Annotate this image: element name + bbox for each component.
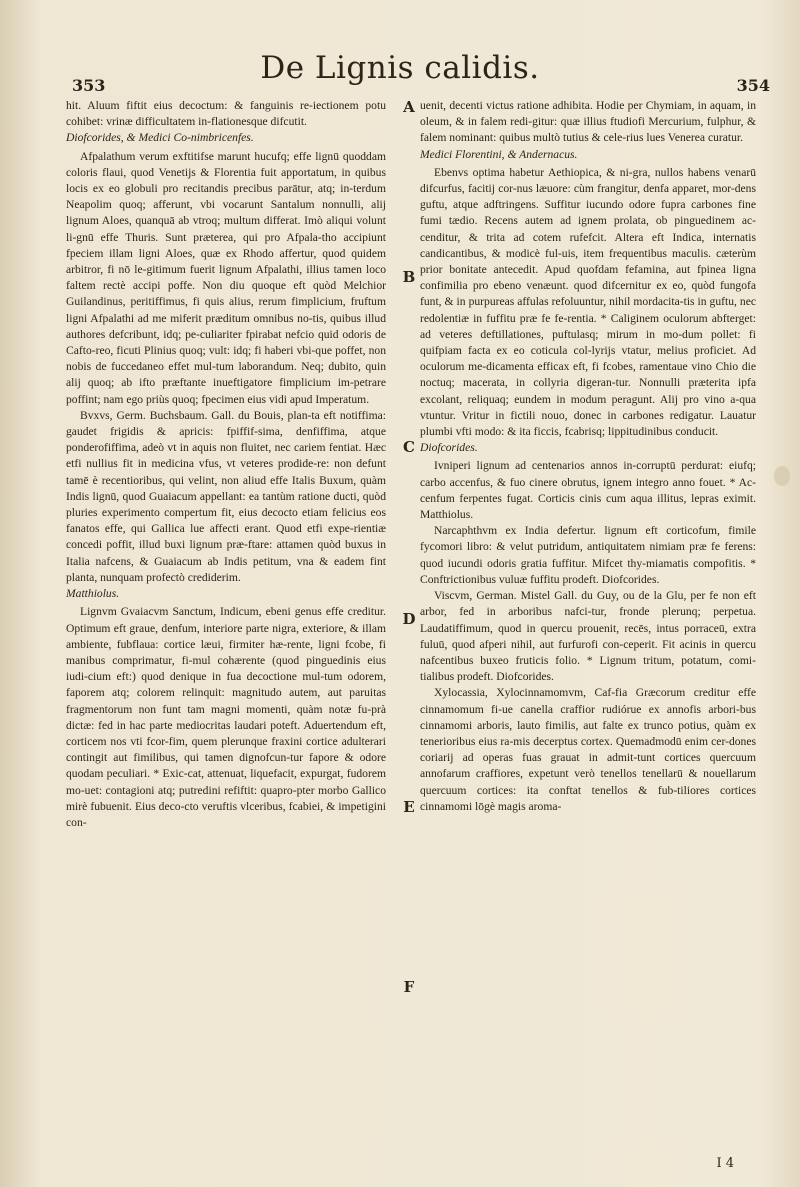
paragraph: Bvxvs, Germ. Buchsbaum. Gall. du Bouis, plan-ta eft notiffima: gaudet frigidis & apricis: fpiffif-sima, denfiffima, atque ponderofiffima, adeò vt in aquis non fluitet, nec cariem fentiat. Hæc etfi nullius fit in medicina vfus, vt veteres prodide-re: non defunt tamē è recentioribus, qui velint, non aliud effe Italis Buxum, quàm Indis lignū, quod Guaiacum appellant: ea tantùm ratione ducti, quòd pluries experimento compertum fit, eius decocto etiam felicius eos fanatos effe, qui Gallica lue affecti erant. Quod etfi expe-rientiæ concedi poffit, illud buxi lignum præ-ftare: attamen quòd buxus in Italia nafcens, & Guaiacum ab Indis petitum, vna & eadem fint planta, nunquam profectò crediderim. xyxy=(66,408,386,584)
page-number-right: 354 xyxy=(736,76,770,95)
section-letter: A xyxy=(403,98,415,116)
page-header xyxy=(0,50,800,94)
margin-letters xyxy=(400,98,418,1158)
citation: Diofcorides, & Medici Co-nimbricenfes. xyxy=(66,131,254,145)
paper-stain xyxy=(774,466,790,486)
paragraph: Lignvm Gvaiacvm Sanctum, Indicum, ebeni genus effe creditur. Optimum eft graue, denfum, interiore parte nigra, exteriore, & illam ambiente, fubflaua: cortice læui, firmiter hæ-rente, ligni fcobe, fi manibus comprimatur, fi-mul cohærente (quod pinguedinis eius iudi-cium eft:) quod denique in fua decoctione mul-tum odorem, faporem atq; colorem relinquit: magnitudo autem, aut paruitas fragmentorum non funt tam magni momenti, quàm notæ fu-prà dictæ: fed in hac parte mediocritas laudari poteft. Aduertendum eft, corticem nos vti fcor-fim, quem plerunque fraxini cortice adulterari contingit aut fimilibus, qui tamen dignofcun-tur fapore & odore quodam peculiari. * Exic-cat, attenuat, liquefacit, expurgat, fudorem mo-uet: contagioni atq; putredini refiftit: quapro-pter morbo Gallico mirè fubuenit. Eius deco-cto veruftis vlceribus, fcabiei, & impetigini con- xyxy=(66,605,386,829)
left-column xyxy=(66,98,386,1158)
paragraph: hit. Aluum fiftit eius decoctum: & fanguinis re-iectionem potu cohibet: vrinæ difficultatem in-flationesque difcutit. xyxy=(66,99,386,129)
section-letter: C xyxy=(403,438,415,456)
page-number-left: 353 xyxy=(72,76,106,95)
running-title: De Lignis calidis. xyxy=(260,50,540,86)
signature-mark: I 4 xyxy=(716,1156,734,1171)
paragraph: Ivniperi lignum ad centenarios annos in-corruptū perdurat: eiufq; carbo accenfus, & fuo cinere obrutus, ignem integro anno fouet. * Ac-cenfum ferpentes fugat. Corticis cinis cum aqua illitus, lepras eximit. Matthiolus. xyxy=(420,459,756,522)
citation: Matthiolus. xyxy=(66,587,120,601)
paragraph: Afpalathum verum exftitifse marunt hucufq; effe lignū quoddam coloris flaui, quod Venetijs & Florentia fuit apportatum, in quibus locis ex eo globuli pro recitandis precibus parātur, atq; in-terdum Neapolim quoq; afferunt, vbi vocarunt Santalum nonnulli, alij lignum Aloes, quanquā ab vtroq; multum differat. Imò aliqui volunt li-gnū effe Thuris. Sunt præterea, qui pro Afpala-tho accipiunt fpeciem illam ligni Aloes, quæ ex Rhodo affertur, quod quidem arbitror, fi nō le-gitimum fuerit lignum Afpalathi, illius tamen loco faltem rectè accipi poffe. Non diu quoque eft quòd Melchior Guilandinus, peritiffimus, fi quis alius, rerum fimplicium, fruftum ligni Afpalathi ad me miferit præditum omnibus no-tis, quibus illud authores defcribunt, idq; pe-culiariter fpirabat nefcio quid odoris de Cafto-reo, ficuti Plinius quoq; vult: idq; fi haberi vbi-que poffet, non nobis de fuccedaneo effet mul-tum laborandum. Neq; dubito, quin alij quoq; ab ifto præftante inueftigatore fimplicium im-petrare poffint; nam ego priùs quoq; fpecimen eius vidi apud Imperatum. xyxy=(66,149,386,406)
citation: Diofcorides. xyxy=(420,441,478,455)
section-letter: B xyxy=(402,268,416,286)
paragraph: Viscvm, German. Mistel Gall. du Guy, ou de la Glu, per fe non eft arbor, fed in arboribus nafci-tur, fronde plerunq; perpetua. Laudatiffimum, quod in quercu prouenit, recēs, intus porraceū, extra fuluū, quod afperi nihil, aut furfurofi con-ceperit. Fit acinis in quercu nafcentibus buxeo fruticis folio. * Lignum tritum, potatum, comi-tialibus prodeft. Diofcorides. xyxy=(420,589,756,684)
section-letter: F xyxy=(403,978,415,996)
paragraph: Narcaphthvm ex India defertur. lignum eft corticofum, fimile fycomori libro: & velut putridum, antiquitatem nimiam præ fe ferens: quod iucundi odoris gratia fuffitur. Mifcet thy-miamatis compofitis. * Conftrictionibus vuluæ fuffitu prodeft. Diofcorides. xyxy=(420,524,756,586)
citation: Medici Florentini, & Andernacus. xyxy=(420,147,578,161)
right-column xyxy=(420,98,756,1158)
paragraph: uenit, decenti victus ratione adhibita. Hodie per Chymiam, in aquam, in oleum, & in falem redi-gitur: quæ illius ftudiofi Mercurium, fulphur, & falem nominant: quibus multò tutius & cele-rius lues Venerea curatur. xyxy=(420,99,756,145)
section-letter: D xyxy=(402,610,416,628)
paragraph: Ebenvs optima habetur Aethiopica, & ni-gra, nullos habens venarū difcurfus, facitij cor-nus læuore: cùm frangitur, denfa apparet, mor-dens guftu, atque adftringens. Suffitur iucundo odore fupra carbones fine fumi tædio. Recens autem ad ignem prolata, ob pinguedinem ac-cenditur, & trita ad cotem rufefcit. Altera eft Indica, internatis candicantibus, & modicè ful-uis, item frequentibus maculis. cæterùm prior bonitate antecedit. Apud quofdam fefamina, aut fpinea ligna confimilia pro ebeno venæunt. quod difcernitur ex eo, quòd fungofa funt, & in purpureas affulas refoluuntur, nihil mordacita-tis in guftu, nec redolentiæ in fuffitu præ fe fe-rentia. * Caliginem oculorum abfterget: ad veteres deftillationes, puftulasq; mirum in mo-dum pollet: fi quifpiam facta ex eo coticula col-lyrijs vtatur, melius proficiet. Ad oculorum me-dicamenta efficax eft, fi fcobes, ramentaue vino Chio die noctuq; macerata, in collyria digeran-tur. Nonnulli præterita ipfa excolant, reliquaq; eundem in modum peragunt. Alij pro vino a-qua vtuntur. Vritur in fictili nouo, donec in carbones redigatur. Lauatur plumbi vfti modo: & ita ficcis, fcabrisq; lippitudinibus conducit. xyxy=(420,165,756,439)
section-letter: E xyxy=(403,798,415,816)
paragraph: Xylocassia, Xylocinnamomvm, Caf-fia Græcorum creditur effe cinnamomum fi-ue canella craffior rudiórue ex annofis arbori-bus cinnamomi arboris, lauto fimilis, aut falte ex trunco potius, quàm ex tenerioribus eius ra-mis decerptus cortex. Quemadmodū enim cer-dones coriarij ad operas fuas grauat in admit-tunt cortices quercuum annofarum craffiores, expetunt verò tenellos tenellarū & nouellarum quercuum cortices: ita conftat tenellos & fub-tiliores cortices cinnamomi lōgè magis aroma- xyxy=(420,686,756,813)
